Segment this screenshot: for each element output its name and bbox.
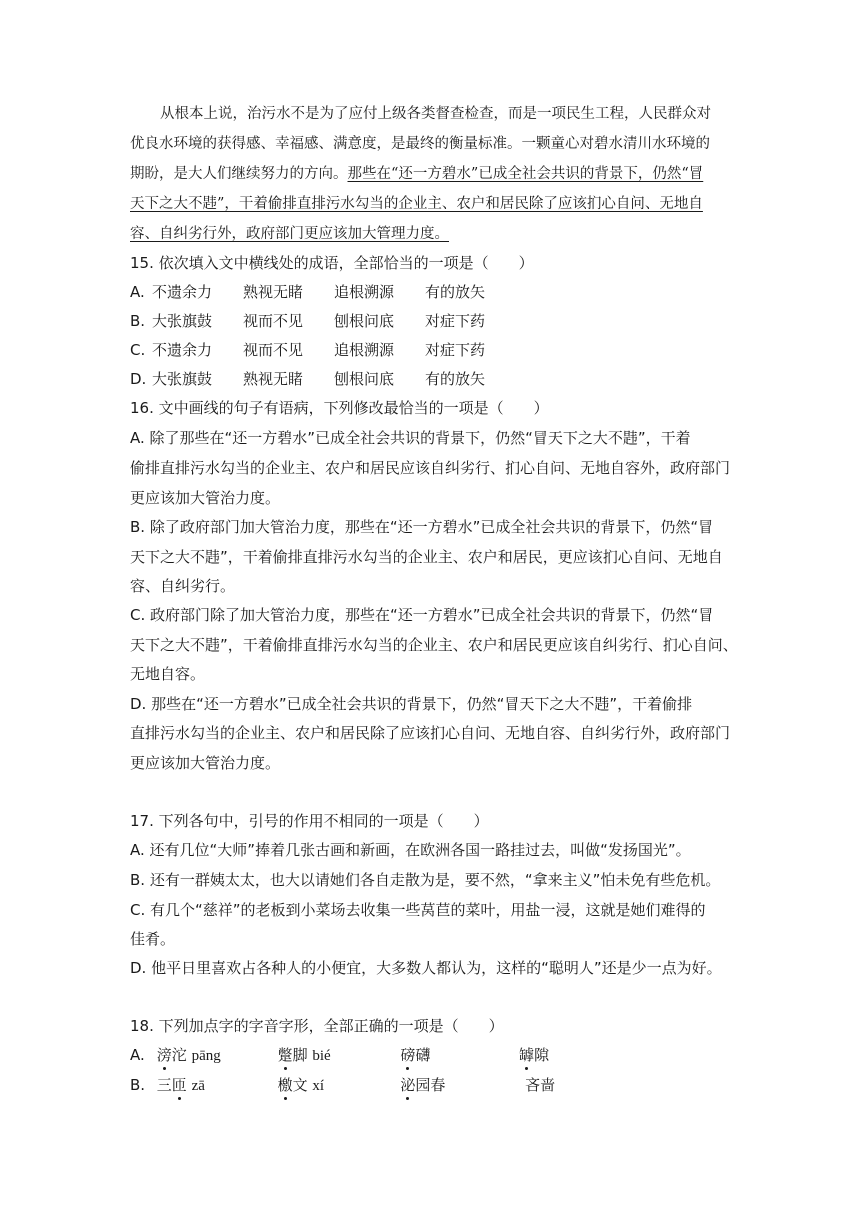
question-16-option-d-line-1: D. 那些在“还一方碧水”已成全社会共识的背景下，仍然“冒天下之大不韪”，干着偷排 — [130, 695, 693, 713]
question-16-option-d-line-3: 更应该加大管治力度。 — [130, 754, 281, 772]
option-label: A. — [130, 283, 145, 301]
word-item — [278, 1075, 396, 1096]
idiom: 追根溯源 — [334, 341, 395, 359]
question-15-option-b — [130, 311, 485, 331]
word-prefix: 三 — [156, 1076, 172, 1094]
question-15-option-d — [130, 369, 485, 389]
idiom: 视而不见 — [243, 312, 304, 330]
question-16-stem: 16. 文中画线的句子有语病，下列修改最恰当的一项是（ ） — [130, 399, 549, 417]
option-label: B. — [130, 312, 146, 330]
question-16-option-d-line-2: 直排污水勾当的企业主、农户和居民除了应该扪心自问、无地自容、自纠劣行外，政府部门 — [130, 724, 731, 742]
word-rest: 文 — [292, 1076, 313, 1094]
question-15-stem: 15. 依次填入文中横线处的成语，全部恰当的一项是（ ） — [130, 254, 534, 272]
question-16-option-a-line-3: 更应该加大管治力度。 — [130, 489, 281, 507]
question-16-option-b-line-1: B. 除了政府部门加大管治力度，那些在“还一方碧水”已成全社会共识的背景下，仍然“冒 — [130, 518, 714, 536]
word-item — [400, 1045, 514, 1065]
pinyin: pāng — [191, 1048, 221, 1064]
passage-line-3 — [130, 164, 703, 184]
idiom: 刨根问底 — [334, 370, 395, 388]
question-16-option-c-line-1: C. 政府部门除了加大管治力度，那些在“还一方碧水”已成全社会共识的背景下，仍然“冒 — [130, 606, 714, 624]
idiom: 追根溯源 — [334, 283, 395, 301]
question-16-option-b-line-3: 容、自纠劣行。 — [130, 577, 236, 595]
idiom: 熟视无睹 — [243, 370, 304, 388]
question-17-option-d: D. 他平日里喜欢占各种人的小便宜，大多数人都认为，这样的“聪明人”还是少一点为好。 — [130, 959, 722, 977]
idiom: 有的放矢 — [425, 370, 486, 388]
idiom: 有的放矢 — [425, 283, 486, 301]
question-17-option-c-line-2: 佳肴。 — [130, 930, 176, 948]
idiom: 大张旗鼓 — [152, 312, 213, 330]
underlined-sentence-part-1: 那些在“还一方碧水”已成全社会共识的背景下，仍然“冒 — [347, 166, 704, 182]
option-label: C. — [130, 341, 146, 359]
option-label: D. — [130, 370, 147, 388]
idiom: 不遗余力 — [152, 341, 213, 359]
idiom: 大张旗鼓 — [152, 370, 213, 388]
passage-line-1: 从根本上说，治污水不是为了应付上级各类督查检查，而是一项民生工程，人民群众对 — [160, 106, 711, 122]
word-rest: 礴 — [415, 1046, 431, 1064]
option-label: A. — [130, 1046, 145, 1064]
idiom: 刨根问底 — [334, 312, 395, 330]
idiom: 视而不见 — [243, 341, 304, 359]
idiom: 对症下药 — [425, 341, 486, 359]
word-item — [157, 1075, 273, 1096]
question-16-option-a-line-2: 偷排直排污水勾当的企业主、农户和居民应该自纠劣行、扪心自问、无地自容外，政府部门 — [130, 459, 731, 477]
passage-line-2: 优良水环境的获得感、幸福感、满意度，是最终的衡量标准。一颗童心对碧水清川水环境的 — [130, 136, 710, 152]
dotted-char: 滂 — [156, 1046, 172, 1064]
underlined-sentence-part-3: 容、自纠劣行外，政府部门更应该加大管理力度。 — [130, 226, 449, 242]
underlined-sentence-part-2: 天下之大不韪”，干着偷排直排污水勾当的企业主、农户和居民除了应该扪心自问、无地自 — [130, 196, 703, 212]
word-item — [525, 1075, 555, 1095]
dotted-char: 匝 — [171, 1076, 187, 1094]
word-rest: 隙 — [534, 1046, 550, 1064]
idiom: 对症下药 — [425, 312, 486, 330]
dotted-char: 罅 — [519, 1046, 535, 1064]
question-15-option-c — [130, 340, 485, 360]
word-rest: 沱 — [171, 1046, 192, 1064]
question-16-option-b-line-2: 天下之大不韪”，干着偷排直排污水勾当的企业主、农户和居民，更应该扪心自问、无地自 — [130, 548, 723, 566]
question-16-option-c-line-2: 天下之大不韪”，干着偷排直排污水勾当的企业主、农户和居民更应该自纠劣行、扪心自问、 — [130, 636, 738, 654]
word-item — [519, 1045, 549, 1065]
question-17-option-c-line-1: C. 有几个“慈祥”的老板到小菜场去收集一些莴苣的菜叶，用盐一浸，这就是她们难得的 — [130, 901, 706, 919]
word-rest: 吝啬 — [525, 1076, 556, 1094]
pinyin: bié — [312, 1048, 331, 1064]
word-item — [400, 1075, 520, 1095]
dotted-char: 蹩 — [277, 1046, 293, 1064]
idiom: 熟视无睹 — [243, 283, 304, 301]
passage-line-3-text: 期盼，是大人们继续努力的方向。 — [130, 166, 348, 182]
question-17-option-b: B. 还有一群姨太太，也大以请她们各自走散为是，要不然，“拿来主义”怕未免有些危机。 — [130, 871, 721, 889]
question-17-stem: 17. 下列各句中，引号的作用不相同的一项是（ ） — [130, 812, 489, 830]
dotted-char: 磅 — [400, 1046, 416, 1064]
pinyin: xí — [312, 1078, 325, 1094]
dotted-char: 泌 — [400, 1076, 416, 1094]
question-18-option-a — [130, 1045, 549, 1066]
pinyin: zā — [191, 1078, 205, 1094]
question-15-option-a — [130, 282, 485, 302]
word-item — [278, 1045, 396, 1066]
question-16-option-c-line-3: 无地自容。 — [130, 665, 206, 683]
idiom: 不遗余力 — [152, 283, 213, 301]
question-18-option-b — [130, 1075, 555, 1096]
option-label: B. — [130, 1076, 146, 1094]
word-item — [157, 1045, 273, 1066]
question-16-option-a-line-1: A. 除了那些在“还一方碧水”已成全社会共识的背景下，仍然“冒天下之大不韪”，干着 — [130, 429, 691, 447]
dotted-char: 檄 — [277, 1076, 293, 1094]
word-rest: 脚 — [292, 1046, 313, 1064]
question-17-option-a: A. 还有几位“大师”捧着几张古画和新画，在欧洲各国一路挂过去，叫做“发扬国光”。 — [130, 841, 691, 859]
word-rest: 园春 — [415, 1076, 446, 1094]
question-18-stem: 18. 下列加点字的字音字形，全部正确的一项是（ ） — [130, 1017, 504, 1035]
